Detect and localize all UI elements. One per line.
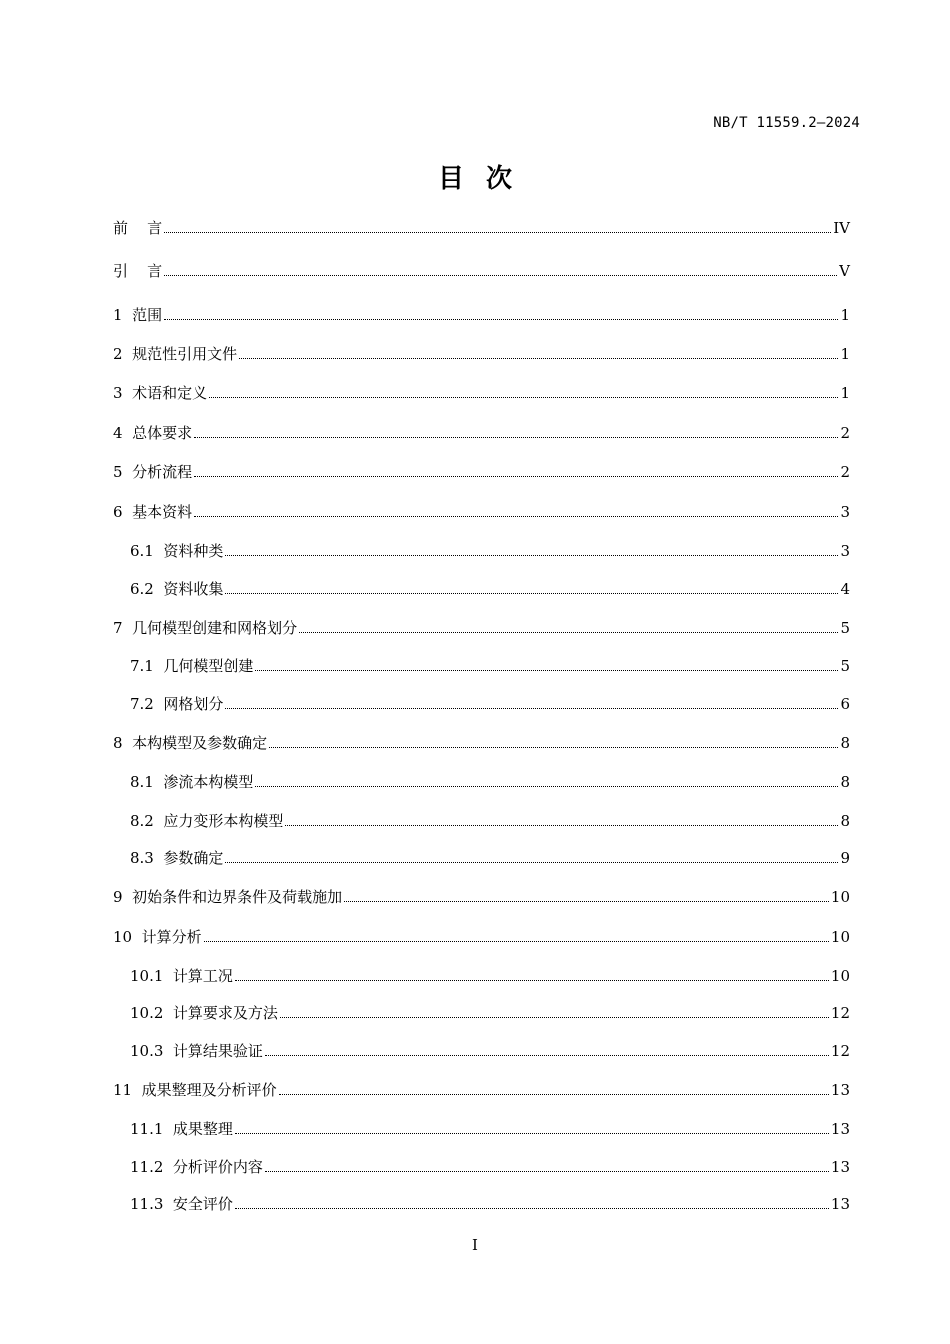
toc-dot-leader bbox=[225, 861, 838, 863]
toc-entry[interactable] bbox=[130, 541, 850, 561]
toc-dot-leader bbox=[279, 1093, 829, 1095]
toc-entry-page: 2 bbox=[840, 463, 850, 481]
toc-dot-leader bbox=[265, 1054, 829, 1056]
document-code: NB/T 11559.2—2024 bbox=[713, 115, 860, 131]
toc-entry-page: 13 bbox=[830, 1158, 850, 1176]
toc-dot-leader bbox=[164, 231, 831, 233]
toc-entry[interactable] bbox=[130, 966, 850, 986]
toc-title: 目次 bbox=[437, 164, 534, 194]
toc-entry-page: V bbox=[839, 262, 850, 280]
toc-dot-leader bbox=[204, 940, 829, 942]
toc-entry[interactable] bbox=[130, 579, 850, 599]
toc-entry-page: 2 bbox=[840, 424, 850, 442]
toc-entry-label: 5 分析流程 bbox=[113, 463, 193, 481]
toc-entry-page: 8 bbox=[840, 773, 850, 791]
toc-entry[interactable] bbox=[113, 344, 850, 364]
toc-dot-leader bbox=[194, 515, 838, 517]
toc-dot-leader bbox=[225, 592, 838, 594]
toc-entry-page: 13 bbox=[830, 1081, 850, 1099]
toc-dot-leader bbox=[164, 274, 837, 276]
toc-entry-label: 11 成果整理及分析评价 bbox=[113, 1081, 277, 1099]
toc-entry-label: 10 计算分析 bbox=[113, 928, 202, 946]
toc-dot-leader bbox=[265, 1170, 829, 1172]
toc-entry-page: 8 bbox=[840, 812, 850, 830]
toc-dot-leader bbox=[269, 746, 838, 748]
toc-entry-label: 3 术语和定义 bbox=[113, 384, 208, 402]
toc-entry[interactable] bbox=[113, 462, 850, 482]
toc-entry-page: 13 bbox=[830, 1120, 850, 1138]
toc-dot-leader bbox=[299, 631, 838, 633]
toc-entry-label: 8.2 应力变形本构模型 bbox=[130, 812, 284, 830]
toc-entry-page: 10 bbox=[830, 967, 850, 985]
toc-entry[interactable] bbox=[113, 502, 850, 522]
toc-entry-label: 11.1 成果整理 bbox=[130, 1120, 233, 1138]
toc-entry-page: 9 bbox=[840, 849, 850, 867]
toc-entry[interactable] bbox=[113, 733, 850, 753]
toc-entry-page: IV bbox=[833, 219, 850, 237]
toc-entry[interactable] bbox=[130, 772, 850, 792]
toc-entry[interactable] bbox=[130, 811, 850, 831]
toc-entry[interactable] bbox=[113, 305, 850, 325]
toc-entry[interactable] bbox=[130, 656, 850, 676]
toc-entry-page: 12 bbox=[830, 1042, 850, 1060]
toc-entry[interactable] bbox=[130, 1119, 850, 1139]
toc-entry-label: 6.2 资料收集 bbox=[130, 580, 224, 598]
toc-entry-page: 1 bbox=[840, 306, 850, 324]
toc-dot-leader bbox=[209, 396, 838, 398]
toc-entry-page: 12 bbox=[830, 1004, 850, 1022]
toc-entry[interactable] bbox=[130, 1041, 850, 1061]
toc-dot-leader bbox=[285, 824, 838, 826]
toc-entry[interactable] bbox=[113, 1080, 850, 1100]
toc-dot-leader bbox=[194, 475, 838, 477]
toc-dot-leader bbox=[255, 785, 838, 787]
toc-entry-label: 8.1 渗流本构模型 bbox=[130, 773, 254, 791]
toc-entry-page: 4 bbox=[840, 580, 850, 598]
toc-entry-label: 11.2 分析评价内容 bbox=[130, 1158, 263, 1176]
toc-entry-label: 7.1 几何模型创建 bbox=[130, 657, 254, 675]
toc-entry[interactable] bbox=[130, 1194, 850, 1214]
toc-dot-leader bbox=[235, 1132, 829, 1134]
toc-entry[interactable] bbox=[113, 887, 850, 907]
toc-entry-page: 10 bbox=[830, 928, 850, 946]
toc-entry-page: 6 bbox=[840, 695, 850, 713]
toc-entry-label: 4 总体要求 bbox=[113, 424, 193, 442]
toc-entry-label: 前 言 bbox=[113, 219, 163, 237]
toc-entry-label: 10.1 计算工况 bbox=[130, 967, 233, 985]
toc-entry-page: 13 bbox=[830, 1195, 850, 1213]
page-number: I bbox=[472, 1236, 478, 1254]
toc-entry-label: 10.2 计算要求及方法 bbox=[130, 1004, 278, 1022]
toc-entry-label: 6 基本资料 bbox=[113, 503, 193, 521]
toc-entry-label: 1 范围 bbox=[113, 306, 163, 324]
toc-entry[interactable] bbox=[130, 694, 850, 714]
toc-entry-label: 引 言 bbox=[113, 262, 163, 280]
toc-dot-leader bbox=[235, 979, 829, 981]
toc-entry[interactable] bbox=[113, 423, 850, 443]
toc-dot-leader bbox=[225, 707, 838, 709]
toc-dot-leader bbox=[194, 436, 838, 438]
toc-dot-leader bbox=[344, 900, 829, 902]
toc-dot-leader bbox=[239, 357, 838, 359]
toc-dot-leader bbox=[225, 554, 838, 556]
toc-entry-label: 7.2 网格划分 bbox=[130, 695, 224, 713]
toc-dot-leader bbox=[255, 669, 838, 671]
toc-entry-page: 3 bbox=[840, 542, 850, 560]
toc-entry-label: 6.1 资料种类 bbox=[130, 542, 224, 560]
toc-entry-label: 7 几何模型创建和网格划分 bbox=[113, 619, 298, 637]
toc-entry-label: 11.3 安全评价 bbox=[130, 1195, 233, 1213]
toc-entry[interactable] bbox=[113, 261, 850, 281]
toc-entry-page: 8 bbox=[840, 734, 850, 752]
toc-dot-leader bbox=[164, 318, 838, 320]
toc-entry-page: 10 bbox=[830, 888, 850, 906]
toc-entry[interactable] bbox=[130, 1003, 850, 1023]
toc-entry[interactable] bbox=[130, 1157, 850, 1177]
toc-entry-page: 1 bbox=[840, 384, 850, 402]
toc-entry-label: 8.3 参数确定 bbox=[130, 849, 224, 867]
toc-entry-page: 5 bbox=[840, 657, 850, 675]
toc-dot-leader bbox=[280, 1016, 829, 1018]
toc-entry-label: 10.3 计算结果验证 bbox=[130, 1042, 263, 1060]
toc-entry-page: 1 bbox=[840, 345, 850, 363]
toc-entry-label: 2 规范性引用文件 bbox=[113, 345, 238, 363]
toc-entry-page: 3 bbox=[840, 503, 850, 521]
toc-entry-label: 9 初始条件和边界条件及荷载施加 bbox=[113, 888, 343, 906]
toc-entry[interactable] bbox=[113, 383, 850, 403]
toc-entry-label: 8 本构模型及参数确定 bbox=[113, 734, 268, 752]
toc-entry[interactable] bbox=[130, 848, 850, 868]
toc-entry[interactable] bbox=[113, 218, 850, 238]
toc-entry-page: 5 bbox=[840, 619, 850, 637]
table-of-contents bbox=[113, 0, 850, 1344]
toc-dot-leader bbox=[235, 1207, 829, 1209]
toc-entry[interactable] bbox=[113, 927, 850, 947]
toc-entry[interactable] bbox=[113, 618, 850, 638]
